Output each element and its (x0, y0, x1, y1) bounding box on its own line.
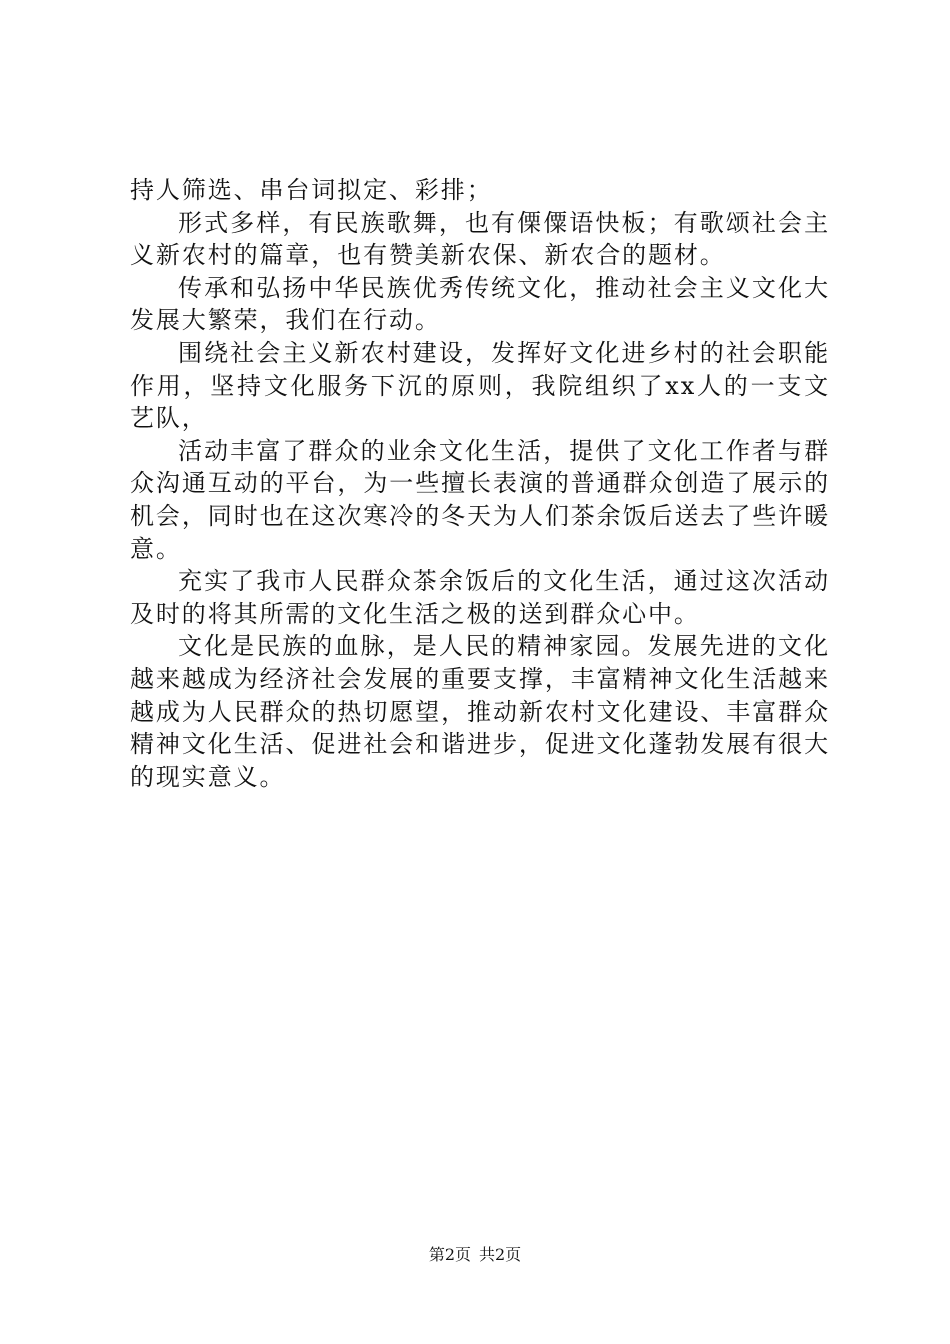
paragraph: 活动丰富了群众的业余文化生活，提供了文化工作者与群众沟通互动的平台，为一些擅长表演的普通群众创造了展示的机会，同时也在这次寒冷的冬天为人们茶余饭后送去了些许暖意。 (130, 436, 830, 563)
paragraph: 充实了我市人民群众茶余饭后的文化生活，通过这次活动及时的将其所需的文化生活之极的送到群众心中。 (130, 567, 830, 628)
paragraph: 持人筛选、串台词拟定、彩排； (130, 176, 493, 204)
document-body (130, 174, 830, 793)
paragraph: 围绕社会主义新农村建设，发挥好文化进乡村的社会职能作用，坚持文化服务下沉的原则，我院组织了xx人的一支文艺队， (130, 338, 830, 433)
paragraph: 传承和弘扬中华民族优秀传统文化，推动社会主义文化大发展大繁荣，我们在行动。 (130, 273, 830, 335)
page-footer (0, 1245, 950, 1265)
page-number: 第2页 (428, 1245, 471, 1264)
paragraph: 文化是民族的血脉，是人民的精神家园。发展先进的文化越来越成为经济社会发展的重要支撑，丰富精神文化生活越来越成为人民群众的热切愿望，推动新农村文化建设、丰富群众精神文化生活、促进社会和谐进步，促进文化蓬勃发展有很大的现实意义。 (130, 632, 830, 791)
paragraph: 形式多样，有民族歌舞，也有傈僳语快板；有歌颂社会主义新农村的篇章，也有赞美新农保、新农合的题材。 (130, 208, 830, 270)
page-total: 共2页 (479, 1245, 522, 1264)
